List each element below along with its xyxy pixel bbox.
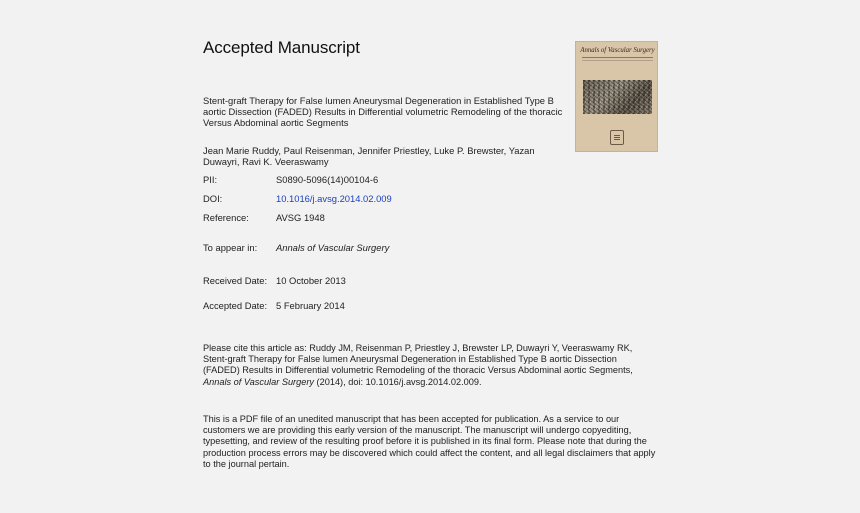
article-authors: Jean Marie Ruddy, Paul Reisenman, Jennifer Priestley, Luke P. Brewster, Yazan Duwayri, Ravi K. Veeraswamy — [203, 145, 535, 168]
citation-doi: (2014), doi: 10.1016/j.avsg.2014.02.009. — [314, 376, 482, 387]
cover-journal-title: Annals of Vascular Surgery — [580, 47, 655, 54]
citation-text: Please cite this article as: Ruddy JM, Reisenman P, Priestley J, Brewster LP, Duwayri Y, Veeraswamy RK, Stent-graft Therapy for False lumen Aneurysmal Degeneration in Established Type B aortic Dissection (FADED) Results in Differential volumetric Remodeling of the thoracic Versus Abdominal aortic Segments, — [203, 343, 633, 376]
received-date-label: Received Date: — [203, 275, 268, 286]
accepted-date-value: 5 February 2014 — [276, 300, 345, 311]
citation-paragraph — [203, 343, 653, 388]
citation-journal: Annals of Vascular Surgery — [203, 376, 314, 387]
doi-label: DOI: — [203, 193, 223, 204]
pii-label: PII: — [203, 174, 218, 185]
article-title: Stent-graft Therapy for False lumen Aneurysmal Degeneration in Established Type B aortic Dissection (FADED) Results in Differential volumetric Remodeling of the thoracic Versus Abdominal aortic Segments — [203, 95, 563, 129]
cover-subtitle-rule — [582, 57, 653, 61]
reference-label: Reference: — [203, 212, 249, 223]
disclaimer-paragraph: This is a PDF file of an unedited manuscript that has been accepted for publication. As a service to our customers we are providing this early version of the manuscript. The manuscript will undergo copyediting, typesetting, and review of the resulting proof before it is published in its final form. Please note that during the production process errors may be discovered which could affect the content, and all legal disclaimers that apply to the journal pertain. — [203, 414, 656, 469]
accepted-date-label: Accepted Date: — [203, 300, 268, 311]
doi-link[interactable]: 10.1016/j.avsg.2014.02.009 — [276, 193, 392, 204]
pii-value: S0890-5096(14)00104-6 — [276, 174, 379, 185]
page-title: Accepted Manuscript — [203, 38, 360, 57]
journal-name: Annals of Vascular Surgery — [276, 242, 390, 253]
appear-label: To appear in: — [203, 242, 258, 253]
cover-artwork — [583, 80, 652, 114]
elsevier-logo-icon — [610, 130, 624, 145]
journal-cover-image — [575, 41, 658, 152]
reference-value: AVSG 1948 — [276, 212, 325, 223]
received-date-value: 10 October 2013 — [276, 275, 346, 286]
